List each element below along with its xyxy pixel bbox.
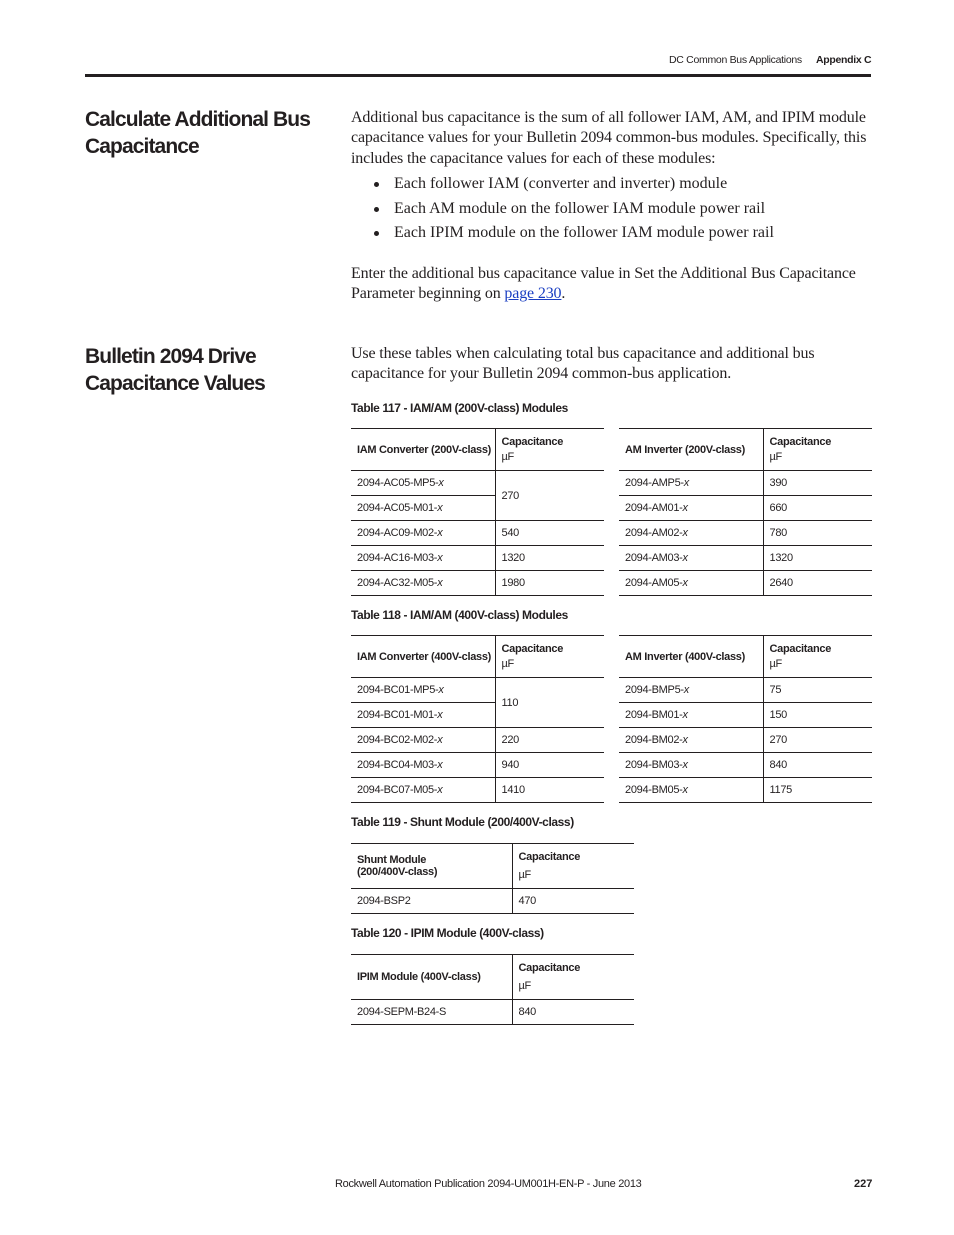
capacitance-cell: 1410 [495, 778, 604, 803]
model-cell: 2094-AC32-M05-x [357, 577, 443, 589]
table-120-caption: Table 120 - IPIM Module (400V-class) [351, 926, 544, 940]
column-header-model: IAM Converter (200V-class) [357, 443, 492, 456]
model-cell: 2094-BC01-MP5-x [357, 684, 444, 696]
column-header-model: IPIM Module (400V-class) [357, 971, 481, 983]
section1-intro-paragraph: Additional bus capacitance is the sum of all follower IAM, AM, and IPIM module capacitance values for your Bulletin 2094 common-bus modules. Specifically, this includes the capacitance values for each of these modules: [351, 109, 867, 167]
capacitance-cell: 840 [763, 753, 872, 778]
column-header-model: IAM Converter (400V-class) [357, 650, 492, 663]
table-row [351, 753, 604, 778]
bullet-dot-icon [374, 231, 379, 236]
table-row [351, 778, 604, 803]
capacitance-cell: 75 [763, 678, 872, 703]
capacitance-cell: 110 [495, 678, 604, 728]
table-row [351, 889, 634, 914]
model-cell: 2094-BM03-x [625, 759, 688, 771]
table-row [351, 1000, 634, 1025]
section-heading-drive-capacitance-values: Bulletin 2094 Drive Capacitance Values [85, 345, 265, 395]
table-117-am-inverter [619, 428, 872, 596]
table-117-caption: Table 117 - IAM/AM (200V-class) Modules [351, 401, 568, 415]
capacitance-cell: 1320 [763, 546, 872, 571]
capacitance-cell: 940 [495, 753, 604, 778]
table-row [619, 703, 872, 728]
section1-bullet-list [372, 174, 774, 248]
column-header-capacitance: Capacitance µF [495, 429, 604, 471]
model-cell: 2094-AMP5-x [625, 477, 689, 489]
model-cell: 2094-SEPM-B24-S [357, 1006, 447, 1018]
table-row [619, 571, 872, 596]
column-header-model: AM Inverter (400V-class) [625, 650, 745, 663]
table-row [351, 471, 604, 496]
table-row [351, 571, 604, 596]
table-119-caption: Table 119 - Shunt Module (200/400V-class) [351, 815, 574, 829]
table-118-caption: Table 118 - IAM/AM (400V-class) Modules [351, 608, 568, 622]
table-row [619, 778, 872, 803]
capacitance-cell: 150 [763, 703, 872, 728]
table-row [351, 678, 604, 703]
table-118-iam-converter [351, 635, 604, 803]
column-header-model: Shunt Module (200/400V-class) [357, 854, 438, 878]
header-rule [85, 74, 871, 77]
bullet-item: Each follower IAM (converter and inverter) module [372, 174, 774, 199]
footer-page-number: 227 [854, 1178, 873, 1190]
table-row [619, 753, 872, 778]
table-119-shunt-module [351, 843, 634, 914]
column-header-capacitance: Capacitance µF [512, 844, 634, 889]
header-section-title: DC Common Bus Applications [669, 54, 802, 66]
capacitance-cell: 660 [763, 496, 872, 521]
capacitance-cell: 270 [495, 471, 604, 521]
capacitance-cell: 840 [512, 1000, 634, 1025]
model-cell: 2094-AM05-x [625, 577, 688, 589]
table-118-am-inverter [619, 635, 872, 803]
table-120-ipim-module [351, 954, 634, 1025]
table-header-row [619, 636, 872, 678]
model-cell: 2094-BMP5-x [625, 684, 689, 696]
section2-intro-paragraph: Use these tables when calculating total bus capacitance and additional bus capacitance for your Bulletin 2094 common-bus application. [351, 345, 815, 383]
model-cell: 2094-BM01-x [625, 709, 688, 721]
capacitance-cell: 220 [495, 728, 604, 753]
table-header-row [351, 955, 634, 1000]
model-cell: 2094-BC04-M03-x [357, 759, 443, 771]
table-row [619, 521, 872, 546]
table-row [351, 728, 604, 753]
capacitance-cell: 1980 [495, 571, 604, 596]
table-header-row [619, 429, 872, 471]
model-cell: 2094-AM01-x [625, 502, 688, 514]
column-header-capacitance: Capacitance µF [512, 955, 634, 1000]
footer-publication: Rockwell Automation Publication 2094-UM001H-EN-P - June 2013 [335, 1178, 642, 1190]
model-cell: 2094-BC02-M02-x [357, 734, 443, 746]
table-row [351, 546, 604, 571]
column-header-capacitance: Capacitance µF [763, 636, 872, 678]
model-cell: 2094-BC07-M05-x [357, 784, 443, 796]
table-row [351, 521, 604, 546]
table-header-row [351, 429, 604, 471]
column-header-capacitance: Capacitance µF [763, 429, 872, 471]
model-cell: 2094-AM02-x [625, 527, 688, 539]
table-header-row [351, 636, 604, 678]
capacitance-cell: 390 [763, 471, 872, 496]
table-row [619, 546, 872, 571]
model-cell: 2094-BM02-x [625, 734, 688, 746]
capacitance-cell: 540 [495, 521, 604, 546]
table-row [619, 728, 872, 753]
capacitance-cell: 1320 [495, 546, 604, 571]
bullet-dot-icon [374, 182, 379, 187]
table-row [619, 471, 872, 496]
section-heading-additional-bus-capacitance: Calculate Additional Bus Capacitance [85, 108, 310, 158]
model-cell: 2094-BM05-x [625, 784, 688, 796]
page-230-link[interactable]: page 230 [504, 285, 562, 303]
model-cell: 2094-AC16-M03-x [357, 552, 443, 564]
capacitance-cell: 2640 [763, 571, 872, 596]
capacitance-cell: 780 [763, 521, 872, 546]
model-cell: 2094-AC05-M01-x [357, 502, 443, 514]
column-header-model: AM Inverter (200V-class) [625, 443, 745, 456]
bullet-item: Each IPIM module on the follower IAM module power rail [372, 223, 774, 248]
column-header-capacitance: Capacitance µF [495, 636, 604, 678]
bullet-dot-icon [374, 207, 379, 212]
model-cell: 2094-AC09-M02-x [357, 527, 443, 539]
table-row [619, 678, 872, 703]
model-cell: 2094-AM03-x [625, 552, 688, 564]
table-header-row [351, 844, 634, 889]
section1-note-paragraph: Enter the additional bus capacitance value in Set the Additional Bus Capacitance Parameter beginning on page 230. [351, 265, 856, 303]
model-cell: 2094-BC01-M01-x [357, 709, 443, 721]
table-row [619, 496, 872, 521]
capacitance-cell: 470 [512, 889, 634, 914]
model-cell: 2094-AC05-MP5-x [357, 477, 444, 489]
capacitance-cell: 1175 [763, 778, 872, 803]
table-117-iam-converter [351, 428, 604, 596]
bullet-item: Each AM module on the follower IAM module power rail [372, 199, 774, 224]
header-appendix-label: Appendix C [816, 54, 872, 66]
model-cell: 2094-BSP2 [357, 895, 411, 907]
capacitance-cell: 270 [763, 728, 872, 753]
